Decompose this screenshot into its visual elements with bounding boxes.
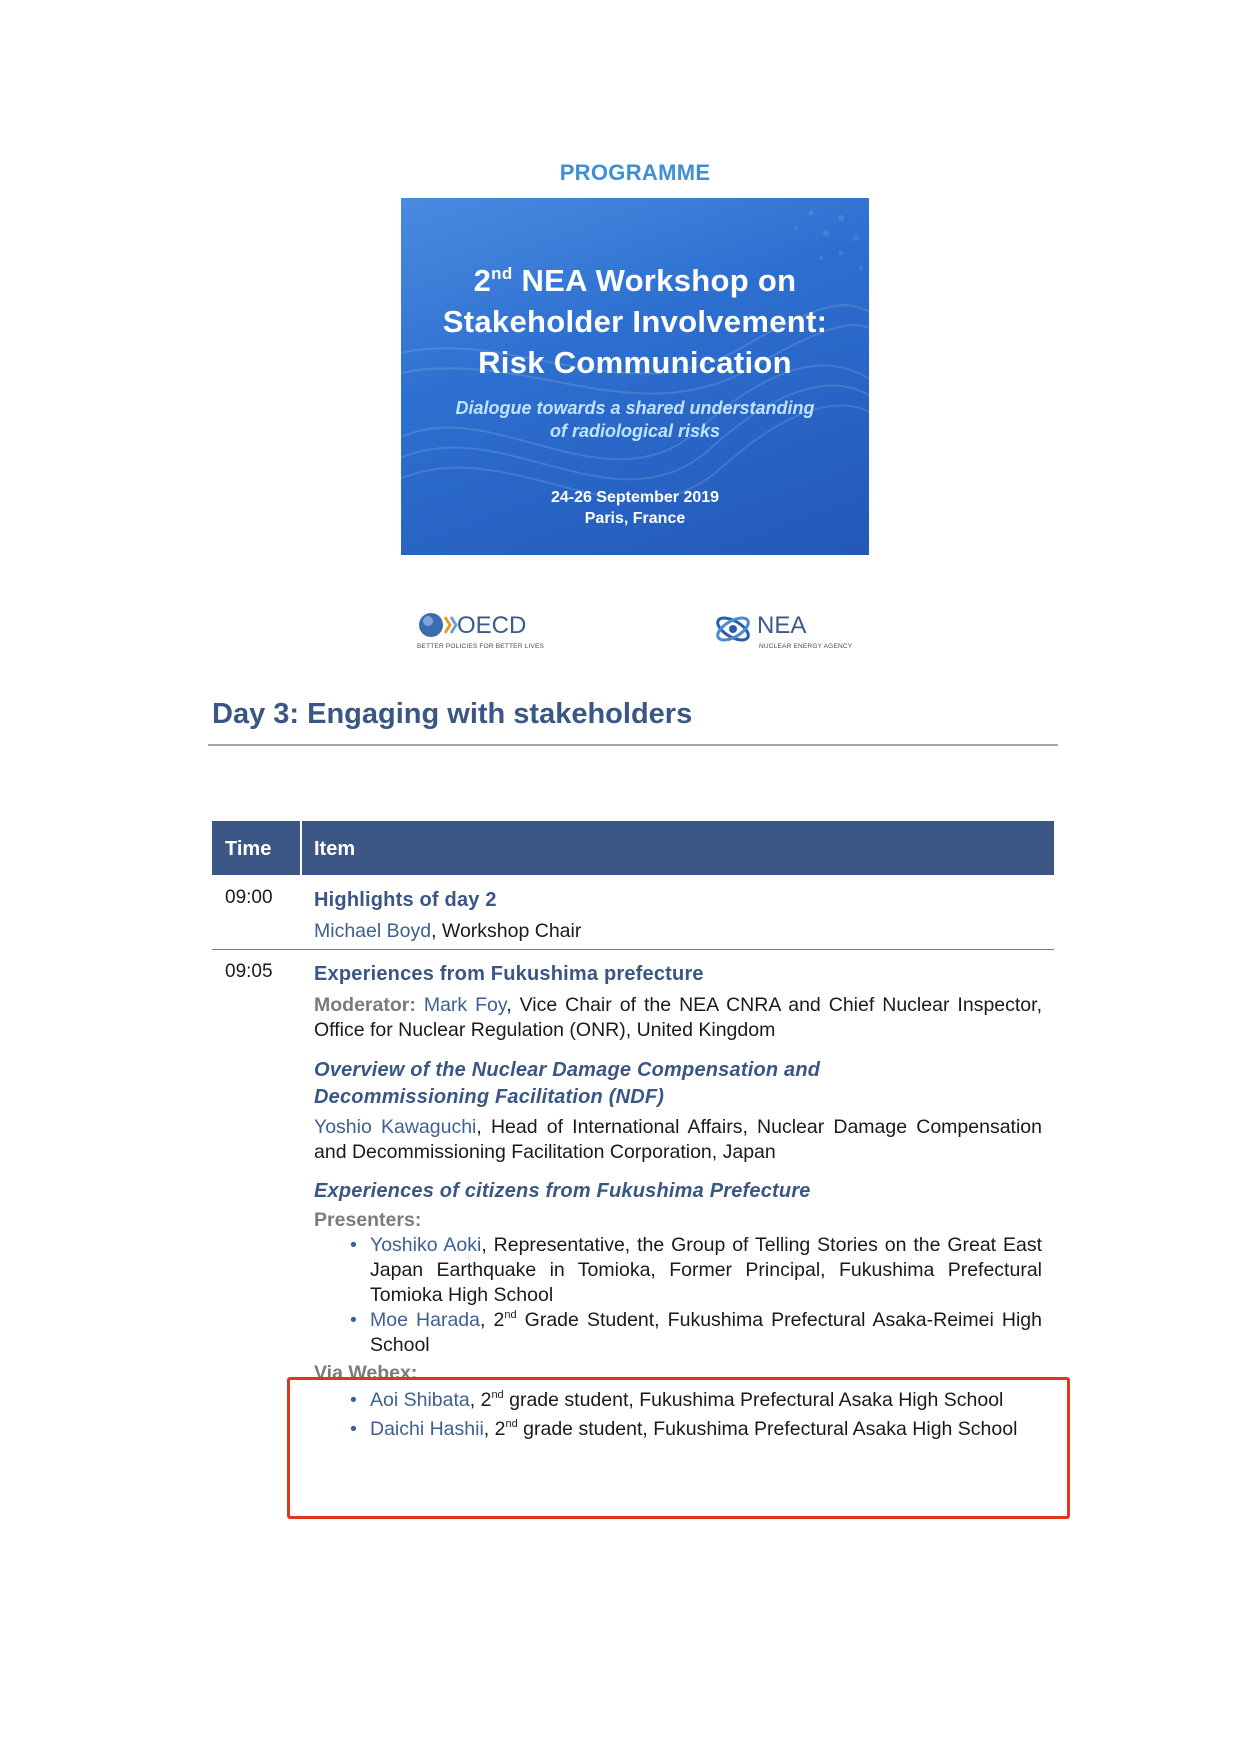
header-item: Item bbox=[300, 821, 1054, 875]
day-heading: Day 3: Engaging with stakeholders bbox=[212, 698, 693, 730]
banner-subtitle: Dialogue towards a shared understanding of radiological risks bbox=[455, 398, 815, 441]
list-item: • Moe Harada, 2nd Grade Student, Fukushima Prefectural Asaka-Reimei High School bbox=[350, 1309, 1043, 1356]
subsession-title: Experiences of citizens from Fukushima Prefecture bbox=[314, 1180, 811, 1202]
oecd-logo-icon bbox=[417, 609, 459, 641]
session-title: Highlights of day 2 bbox=[314, 889, 497, 911]
banner-date-location: 24-26 September 2019 Paris, France bbox=[550, 489, 720, 527]
bullet-icon: • bbox=[350, 1389, 357, 1411]
speaker-line: Michael Boyd, Workshop Chair bbox=[314, 920, 582, 942]
webex-label: Via Webex: bbox=[314, 1362, 418, 1384]
speaker-name: Michael Boyd bbox=[314, 920, 432, 942]
bullet-icon: • bbox=[350, 1234, 357, 1256]
oecd-logo bbox=[417, 605, 545, 653]
table-row bbox=[212, 875, 1054, 950]
nea-wordmark: NEA bbox=[757, 612, 807, 639]
row-item bbox=[302, 961, 1054, 1442]
list-item: • Yoshiko Aoki, Representative, the Group of Telling Stories on the Great East Japan Earthquake in Tomioka, Former Principal, Fukushima Prefectural Tomioka High School bbox=[350, 1234, 1043, 1306]
header-time: Time bbox=[225, 838, 272, 860]
speaker-line: Yoshio Kawaguchi, Head of International Affairs, Nuclear Damage Compensation and Decommissioning Facilitation Corporation, Japan bbox=[314, 1116, 1042, 1163]
row-time: 09:00 bbox=[225, 887, 273, 908]
moderator-name: Mark Foy bbox=[423, 994, 507, 1016]
programme-label: PROGRAMME bbox=[559, 160, 711, 185]
speaker-name: Yoshio Kawaguchi bbox=[314, 1116, 477, 1138]
bullet-icon: • bbox=[350, 1309, 357, 1331]
moderator-line: Moderator: Mark Foy, Vice Chair of the NEA CNRA and Chief Nuclear Inspector, Office for Nuclear Regulation (ONR), United Kingdom bbox=[314, 994, 1042, 1041]
presenter-name: Moe Harada bbox=[370, 1309, 480, 1331]
table-header bbox=[212, 821, 1054, 875]
presenters-label: Presenters: bbox=[314, 1209, 422, 1231]
nea-logo-icon bbox=[713, 609, 755, 651]
list-item: • Aoi Shibata, 2nd grade student, Fukushima Prefectural Asaka High School bbox=[350, 1389, 1004, 1411]
nea-tagline: NUCLEAR ENERGY AGENCY bbox=[759, 643, 853, 650]
workshop-banner bbox=[401, 198, 869, 555]
presenters-list bbox=[314, 1233, 1042, 1358]
nea-logo bbox=[713, 605, 853, 653]
presenter-name: Daichi Hashii bbox=[370, 1418, 484, 1440]
row-time: 09:05 bbox=[225, 961, 273, 982]
heading-divider bbox=[208, 744, 1058, 746]
highlight-box bbox=[287, 1377, 1070, 1519]
presenter-name: Aoi Shibata bbox=[370, 1389, 470, 1411]
presenter-name: Yoshiko Aoki bbox=[370, 1234, 482, 1256]
session-title: Experiences from Fukushima prefecture bbox=[314, 963, 704, 985]
oecd-tagline: BETTER POLICIES FOR BETTER LIVES bbox=[417, 643, 545, 650]
list-item: • Daichi Hashii, 2nd grade student, Fukushima Prefectural Asaka High School bbox=[350, 1418, 1018, 1440]
bullet-icon: • bbox=[350, 1418, 357, 1440]
banner-title: 2nd NEA Workshop on Stakeholder Involvement: Risk Communication bbox=[442, 263, 828, 380]
row-item bbox=[302, 887, 1054, 949]
subsession-title: Overview of the Nuclear Damage Compensation and Decommissioning Facilitation (NDF) bbox=[314, 1059, 821, 1108]
oecd-wordmark: OECD bbox=[457, 612, 527, 639]
moderator-label: Moderator: bbox=[314, 994, 416, 1016]
programme-table bbox=[212, 821, 1054, 1442]
table-row bbox=[212, 950, 1054, 1442]
